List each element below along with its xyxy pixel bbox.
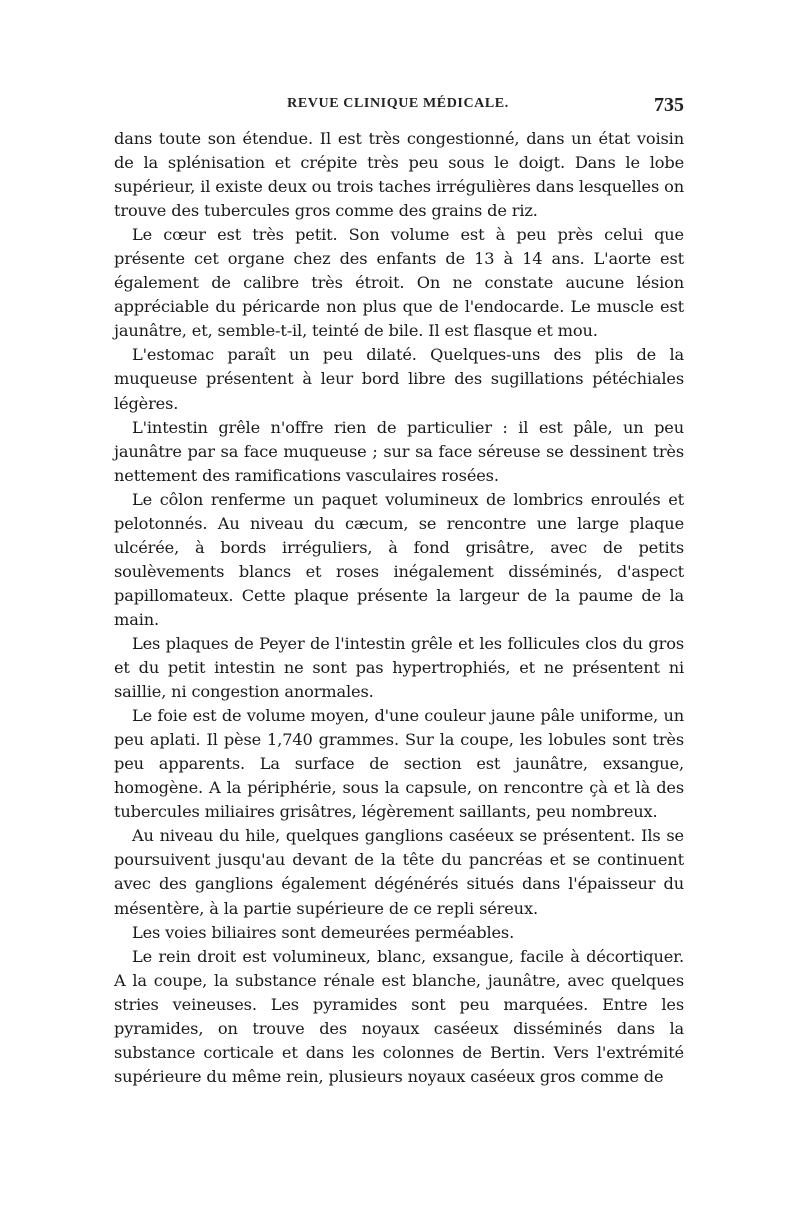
paragraph-stomach: L'estomac paraît un peu dilaté. Quelques-uns des plis de la muqueuse présentent à leur bord libre des sugillations pétéchiales légères.	[114, 345, 684, 413]
running-head	[112, 94, 684, 120]
paragraph-bile-ducts: Les voies biliaires sont demeurées perméables.	[132, 922, 515, 942]
paragraph-right-kidney: Le rein droit est volumineux, blanc, exsangue, facile à décortiquer. A la coupe, la substance rénale est blanche, jaunâtre, avec quelques stries veineuses. Les pyramides sont peu marquées. Entre les pyramides, on trouve des noyaux caséeux disséminés dans la substance corticale et dans les colonnes de Bertin. Vers l'extrémité supérieure du même rein, plusieurs noyaux caséeux gros comme de	[114, 946, 684, 1086]
paragraph-heart: Le cœur est très petit. Son volume est à peu près celui que présente cet organe chez des enfants de 13 à 14 ans. L'aorte est également de calibre très étroit. On ne constate aucune lésion appréciable du péricarde non plus que de l'endocarde. Le muscle est jaunâtre, et, semble-t-il, teinté de bile. Il est flasque et mou.	[114, 225, 684, 341]
paragraph-peyer-plaques: Les plaques de Peyer de l'intestin grêle et les follicules clos du gros et du petit intestin ne sont pas hypertrophiés, et ne présentent ni saillie, ni congestion anormales.	[114, 633, 684, 702]
paragraph-small-intestine: L'intestin grêle n'offre rien de particulier : il est pâle, un peu jaunâtre par sa face muqueuse ; sur sa face séreuse se dessinent très nettement des ramifications vasculaires rosées.	[114, 417, 684, 485]
page-number: 735	[654, 94, 684, 116]
paragraph-lung-continued: dans toute son étendue. Il est très congestionné, dans un état voisin de la splénisation et crépite très peu sous le doigt. Dans le lobe supérieur, il existe deux ou trois taches irrégulières dans lesquelles on trouve des tubercules gros comme des grains de riz.	[114, 129, 684, 221]
running-title: REVUE CLINIQUE MÉDICALE.	[287, 96, 509, 111]
paragraph-liver: Le foie est de volume moyen, d'une couleur jaune pâle uniforme, un peu aplati. Il pèse 1,740 grammes. Sur la coupe, les lobules sont très peu apparents. La surface de section est jaunâtre, exsangue, homogène. A la périphérie, sous la capsule, on rencontre çà et là des tubercules miliaires grisâtres, légèrement saillants, peu nombreux.	[114, 706, 684, 822]
paragraph-colon: Le côlon renferme un paquet volumineux de lombrics enroulés et pelotonnés. Au niveau du cæcum, se rencontre une large plaque ulcérée, à bords irréguliers, à fond grisâtre, avec de petits soulèvements blancs et roses inégalement disséminés, d'aspect papillomateux. Cette plaque présente la largeur de la paume de la main.	[114, 489, 684, 629]
paragraph-hilum-ganglia: Au niveau du hile, quelques ganglions caséeux se présentent. Ils se poursuivent jusqu'au devant de la tête du pancréas et se continuent avec des ganglions également dégénérés situés dans l'épaisseur du mésentère, à la partie supérieure de ce repli séreux.	[114, 826, 684, 918]
body-text	[114, 127, 684, 1089]
